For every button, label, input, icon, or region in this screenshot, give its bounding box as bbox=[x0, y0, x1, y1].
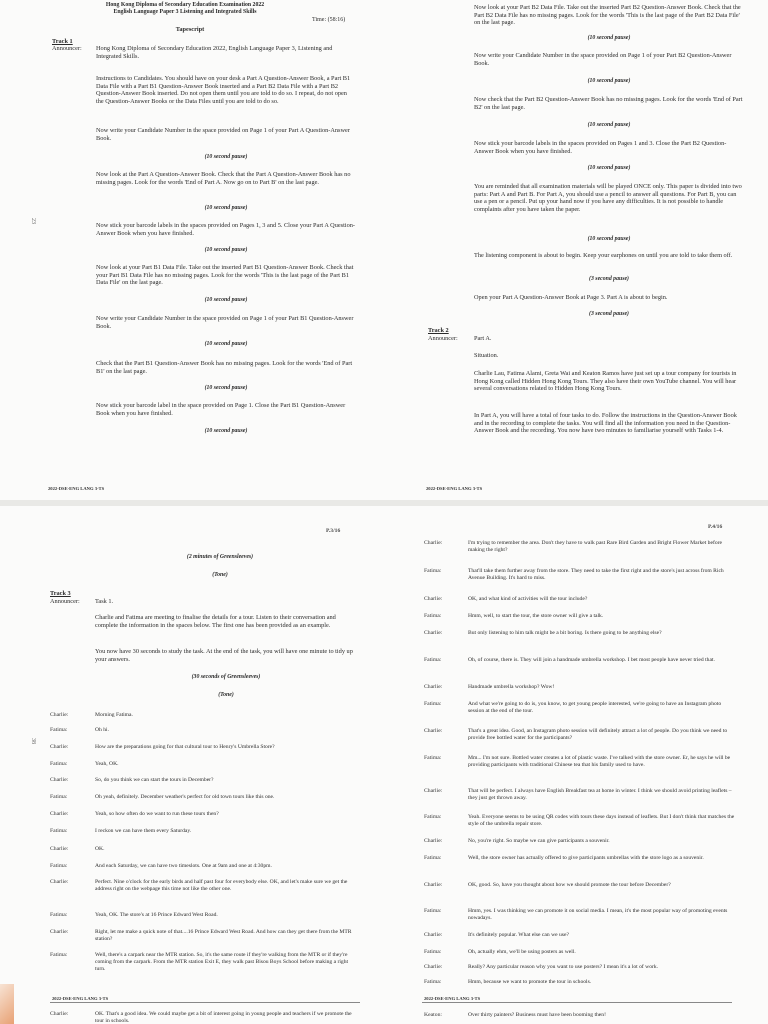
instructions-paragraph: Instructions to Candidates. You should have on your desk a Part A Question-Answer Book, a Part B1 Data File with a Part B1 Question-Answer Book inserted and a Part B2 Data File with a Part B2 Question-Answer Book inserted. Do not open them until you are told to do so. I repeat, do not open the Question-Answer Books or the Data Files until you are told to do so. bbox=[96, 75, 351, 105]
dialogue-line: OK, and what kind of activities will the tour include? bbox=[468, 596, 588, 602]
dialogue-line: Handmade umbrella workshop? Wow! bbox=[468, 684, 555, 690]
pause-note: (3 second pause) bbox=[589, 276, 629, 282]
dialogue-line: Right, let me make a quick note of that....16 Prince Edward West Road. And how can they get there from the MTR station? bbox=[95, 929, 352, 942]
side-mark: 23 bbox=[30, 218, 36, 224]
speaker-label: Charlie: bbox=[424, 932, 443, 938]
track-label: Track 3 bbox=[50, 590, 71, 597]
part-a-label: Part A. bbox=[474, 335, 492, 342]
dialogue-line: Yeah, OK. bbox=[95, 761, 119, 767]
speaker-label: Fatima: bbox=[424, 979, 442, 985]
speaker-label: Charlie: bbox=[50, 879, 69, 885]
speaker-label: Charlie: bbox=[50, 712, 69, 718]
speaker-label: Fatima: bbox=[424, 657, 442, 663]
pause-note: (10 second pause) bbox=[204, 341, 248, 347]
announcer-label: Announcer: bbox=[428, 335, 458, 342]
tapescript-heading: Tapescript bbox=[175, 26, 205, 33]
speaker-label: Charlie: bbox=[424, 838, 443, 844]
dialogue-line: And each Saturday, we can have two timeslots. One at 9am and one at 4:30pm. bbox=[95, 863, 272, 869]
dialogue-line: Oh hi. bbox=[95, 727, 109, 733]
listening-begin-paragraph: The listening component is about to begin. Keep your earphones on until you are told to take them off. bbox=[474, 252, 733, 259]
footer-rule bbox=[50, 1002, 360, 1003]
pause-note: (10 second pause) bbox=[587, 78, 631, 84]
stick-part-a-paragraph: Now stick your barcode labels in the spaces provided on Pages 1, 3 and 5. Close your Part A Question-Answer Book when you have finished. bbox=[96, 222, 355, 237]
candidate-number-a-paragraph: Now write your Candidate Number in the space provided on Page 1 of your Part A Question-Answer Book. bbox=[96, 127, 350, 142]
reminder-paragraph: You are reminded that all examination materials will be played ONCE only. This paper is divided into two parts: Part A and Part B. For Part A, you should use a pencil to answer all questions. For Part B, you can use a pen or a pencil. Put up your hand now if you have any difficulties. It is not possible to handle complaints after you have taken the paper. bbox=[474, 183, 742, 213]
speaker-label: Charlie: bbox=[424, 630, 443, 636]
speaker-label: Charlie: bbox=[424, 964, 443, 970]
announcer-label: Announcer: bbox=[52, 45, 82, 52]
check-part-b2-paragraph: Now check that the Part B2 Question-Answer Book has no missing pages. Look for the words 'End of Part B2' on the last page. bbox=[474, 96, 743, 111]
pause-note: (10 second pause) bbox=[204, 385, 248, 391]
pause-note: (10 second pause) bbox=[204, 297, 248, 303]
speaker-label: Charlie: bbox=[424, 540, 443, 546]
dialogue-line: Hmm, yes. I was thinking we can promote it on social media. I mean, it's the most popular way of promoting events nowadays. bbox=[468, 908, 728, 921]
speaker-label: Charlie: bbox=[424, 882, 443, 888]
dialogue-line: Yeah, OK. The store's at 16 Prince Edward West Road. bbox=[95, 912, 218, 918]
dialogue-line: Morning Fatima. bbox=[95, 712, 133, 718]
tasks-paragraph: In Part A, you will have a total of four tasks to do. Follow the instructions in the Question-Answer Book and in the recording to complete the tasks. You will find all the information you need in the Question-Answer Book and the recording. You now have two minutes to familiarise yourself with Tasks 1-4. bbox=[474, 412, 737, 435]
page-footer: 2022-DSE-ENG LANG 3-TS bbox=[48, 486, 105, 491]
footer-rule bbox=[422, 1002, 732, 1003]
speaker-label: Fatima: bbox=[50, 727, 68, 733]
speaker-label: Fatima: bbox=[424, 701, 442, 707]
dialogue-line: OK. bbox=[95, 846, 105, 852]
page-number: P.3/16 bbox=[326, 528, 341, 534]
music-note: (2 minutes of Greensleeves) bbox=[186, 554, 254, 560]
check-part-b1-paragraph: Check that the Part B1 Question-Answer Book has no missing pages. Look for the words 'End of Part B1' on the last page. bbox=[96, 360, 353, 375]
dialogue-line: OK, good. So, have you thought about how we should promote the tour before December? bbox=[468, 882, 671, 888]
dialogue-line: That'll take them further away from the store. They need to take the first right and the store's just across from Rich Avenue Building. It's hard to miss. bbox=[468, 568, 724, 581]
dialogue-line: How are the preparations going for that cultural tour to Henry's Umbrella Store? bbox=[95, 744, 275, 750]
speaker-label: Charlie: bbox=[424, 728, 443, 734]
dialogue-line: Yeah, so how often do we want to run these tours then? bbox=[95, 811, 219, 817]
tone-note: (Tone) bbox=[212, 572, 228, 578]
dialogue-line: Hmm, well, to start the tour, the store owner will give a talk. bbox=[468, 613, 604, 619]
dialogue-line: And what we're going to do is, you know, to get young people interested, we're going to have an Instagram photo session at the end of the tour. bbox=[468, 701, 722, 714]
dialogue-line: Hmm, because we want to promote the tour in schools. bbox=[468, 979, 592, 985]
intro-paragraph: Hong Kong Diploma of Secondary Education 2022, English Language Paper 3, Listening and Integrated Skills. bbox=[96, 45, 333, 60]
candidate-number-b1-paragraph: Now write your Candidate Number in the space provided on Page 1 of your Part B1 Question-Answer Book. bbox=[96, 315, 354, 330]
time-label: Time: (58:16) bbox=[312, 17, 346, 23]
track-label: Track 2 bbox=[428, 327, 449, 334]
dialogue-line: Mm... I'm not sure. Bottled water creates a lot of plastic waste. I've talked with the store owner. Er, he says he will be providing participants with traditional Chinese tea that his family used to have. bbox=[468, 755, 731, 768]
page-number: P.4/16 bbox=[708, 524, 723, 530]
candidate-number-b2-paragraph: Now write your Candidate Number in the space provided on Page 1 of your Part B2 Question-Answer Book. bbox=[474, 52, 732, 67]
speaker-label: Fatima: bbox=[424, 755, 442, 761]
speaker-label: Fatima: bbox=[424, 855, 442, 861]
pause-note: (10 second pause) bbox=[204, 247, 248, 253]
dialogue-line: Over thirty painters? Business must have been booming then! bbox=[468, 1012, 606, 1018]
pause-note: (10 second pause) bbox=[587, 236, 631, 242]
tapescript-page-2 bbox=[384, 0, 768, 500]
dialogue-line: Yeah. Everyone seems to be using QR codes with tours these days instead of leaflets. But I don't think that matches the style of the umbrella repair store. bbox=[468, 814, 735, 827]
pause-note: (10 second pause) bbox=[204, 205, 248, 211]
dialogue-line: OK. That's a good idea. We could maybe get a bit of interest going in young people and teachers if we promote the tour in schools. bbox=[95, 1011, 352, 1024]
page-footer: 2022-DSE-ENG LANG 3-TS bbox=[52, 996, 109, 1001]
tapescript-page-4 bbox=[384, 506, 768, 1024]
situation-paragraph: Charlie Lau, Fatima Alami, Greta Wai and Keaton Ramos have just set up a tour company for tourists in Hong Kong called Hidden Hong Kong Tours. They also have their own YouTube channel. You will hear several conversations related to Hidden Hong Kong Tours. bbox=[474, 370, 737, 393]
tone-note: (Tone) bbox=[218, 692, 234, 698]
speaker-label: Charlie: bbox=[50, 1011, 69, 1017]
page-footer: 2022-DSE-ENG LANG 3-TS bbox=[426, 486, 483, 491]
dialogue-line: That will be perfect. I always have English Breakfast tea at home in winter. I think we should avoid printing leaflets – they just get thrown away. bbox=[468, 788, 732, 801]
dialogue-line: Oh, of course, there is. They will join a handmade umbrella workshop. I bet most people have never tried that. bbox=[468, 657, 715, 663]
speaker-label: Fatima: bbox=[424, 949, 442, 955]
dialogue-line: Oh, actually ehm, we'll be using posters as well. bbox=[468, 949, 576, 955]
speaker-label: Fatima: bbox=[424, 613, 442, 619]
dialogue-line: It's definitely popular. What else can we use? bbox=[468, 932, 569, 938]
speaker-label: Fatima: bbox=[50, 912, 68, 918]
speaker-label: Keaton: bbox=[424, 1012, 443, 1018]
track-label: Track 1 bbox=[52, 38, 73, 45]
task-paragraph: Charlie and Fatima are meeting to finalise the details for a tour. Listen to their conversation and complete the information in the spaces below. The first one has been provided as an example. bbox=[95, 614, 336, 629]
study-paragraph: You now have 30 seconds to study the task. At the end of the task, you will have one minute to tidy up your answers. bbox=[95, 648, 353, 663]
speaker-label: Fatima: bbox=[50, 794, 68, 800]
speaker-label: Charlie: bbox=[424, 684, 443, 690]
speaker-label: Fatima: bbox=[50, 828, 68, 834]
pause-note: (10 second pause) bbox=[587, 165, 631, 171]
pause-note: (10 second pause) bbox=[204, 154, 248, 160]
dialogue-line: Perfect. Nine o'clock for the early birds and half past four for everybody else. OK, and let's make sure we get the address right on the webpage this time not like the other one. bbox=[95, 879, 348, 892]
situation-label: Situation. bbox=[474, 352, 499, 359]
side-mark: 38 bbox=[30, 738, 36, 744]
stick-part-b1-paragraph: Now stick your barcode label in the space provided on Page 1. Close the Part B1 Question-Answer Book when you have finished. bbox=[96, 402, 346, 417]
part-b2-datafile-paragraph: Now look at your Part B2 Data File. Take out the inserted Part B2 Question-Answer Book. Check that the Part B2 Data File has no missing pages. Look for the words 'This is the last page of the Part B2 Data File' on the last page. bbox=[474, 4, 741, 27]
music-note: (30 seconds of Greensleeves) bbox=[191, 674, 261, 680]
pause-note: (10 second pause) bbox=[587, 122, 631, 128]
stick-part-b2-paragraph: Now stick your barcode labels in the spaces provided on Pages 1 and 3. Close the Part B2 Question-Answer Book when you have finished. bbox=[474, 140, 727, 155]
open-part-a-paragraph: Open your Part A Question-Answer Book at Page 3. Part A is about to begin. bbox=[474, 294, 668, 301]
dialogue-line: Well, the store owner has actually offered to give participants umbrellas with the store logo as a souvenir. bbox=[468, 855, 704, 861]
pause-note: (3 second pause) bbox=[589, 311, 629, 317]
dialogue-line: I reckon we can have them every Saturday. bbox=[95, 828, 192, 834]
part-b1-datafile-paragraph: Now look at your Part B1 Data File. Take out the inserted Part B1 Question-Answer Book. Check that your Part B1 Data File has no missing pages. Look for the words 'This is the last page of the Part B1 Data File' on the last page. bbox=[96, 264, 354, 287]
dialogue-line: Really? Any particular reason why you want to use posters? I mean it's a lot of work. bbox=[468, 964, 659, 970]
speaker-label: Charlie: bbox=[50, 777, 69, 783]
dialogue-line: Oh yeah, definitely. December weather's perfect for old town tours like this one. bbox=[95, 794, 275, 800]
page-edge-shadow bbox=[0, 984, 14, 1024]
announcer-label: Announcer: bbox=[50, 598, 80, 605]
dialogue-line: No, you're right. So maybe we can give participants a souvenir. bbox=[468, 838, 610, 844]
speaker-label: Fatima: bbox=[50, 952, 68, 958]
paper-title: English Language Paper 3 Listening and Integrated Skills bbox=[113, 9, 257, 15]
pause-note: (10 second pause) bbox=[204, 428, 248, 434]
speaker-label: Fatima: bbox=[50, 761, 68, 767]
speaker-label: Fatima: bbox=[424, 908, 442, 914]
exam-title: Hong Kong Diploma of Secondary Education Examination 2022 bbox=[105, 2, 265, 8]
speaker-label: Fatima: bbox=[50, 863, 68, 869]
tapescript-page-3 bbox=[0, 506, 384, 1024]
dialogue-line: So, do you think we can start the tours in December? bbox=[95, 777, 214, 783]
pause-note: (10 second pause) bbox=[587, 35, 631, 41]
speaker-label: Fatima: bbox=[424, 568, 442, 574]
look-part-a-paragraph: Now look at the Part A Question-Answer Book. Check that the Part A Question-Answer Book has no missing pages. Look for the words 'End of Part A. Now go on to Part B' on the last page. bbox=[96, 171, 351, 186]
speaker-label: Charlie: bbox=[50, 744, 69, 750]
speaker-label: Fatima: bbox=[424, 814, 442, 820]
dialogue-line: That's a great idea. Good, an Instagram photo session will definitely attract a lot of people. Do you think we need to provide free bottled water for the participants? bbox=[468, 728, 728, 741]
task-label: Task 1. bbox=[95, 598, 114, 605]
speaker-label: Charlie: bbox=[424, 596, 443, 602]
speaker-label: Charlie: bbox=[424, 788, 443, 794]
dialogue-line: I'm trying to remember the area. Don't they have to walk past Rare Bird Garden and Bright Flower Market before making the right? bbox=[468, 540, 722, 553]
speaker-label: Charlie: bbox=[50, 811, 69, 817]
tapescript-page-1 bbox=[0, 0, 384, 500]
speaker-label: Charlie: bbox=[50, 929, 69, 935]
dialogue-line: Well, there's a carpark near the MTR station. So, it's the same route if they're walking from the MTR or if they're coming from the carpark. From the MTR station Exit E, they walk past Bisou Boys School before making a right turn. bbox=[95, 952, 349, 972]
dialogue-line: But only listening to him talk might be a bit boring. Is there going to be anything else? bbox=[468, 630, 662, 636]
page-footer: 2022-DSE-ENG LANG 3-TS bbox=[424, 996, 481, 1001]
speaker-label: Charlie: bbox=[50, 846, 69, 852]
